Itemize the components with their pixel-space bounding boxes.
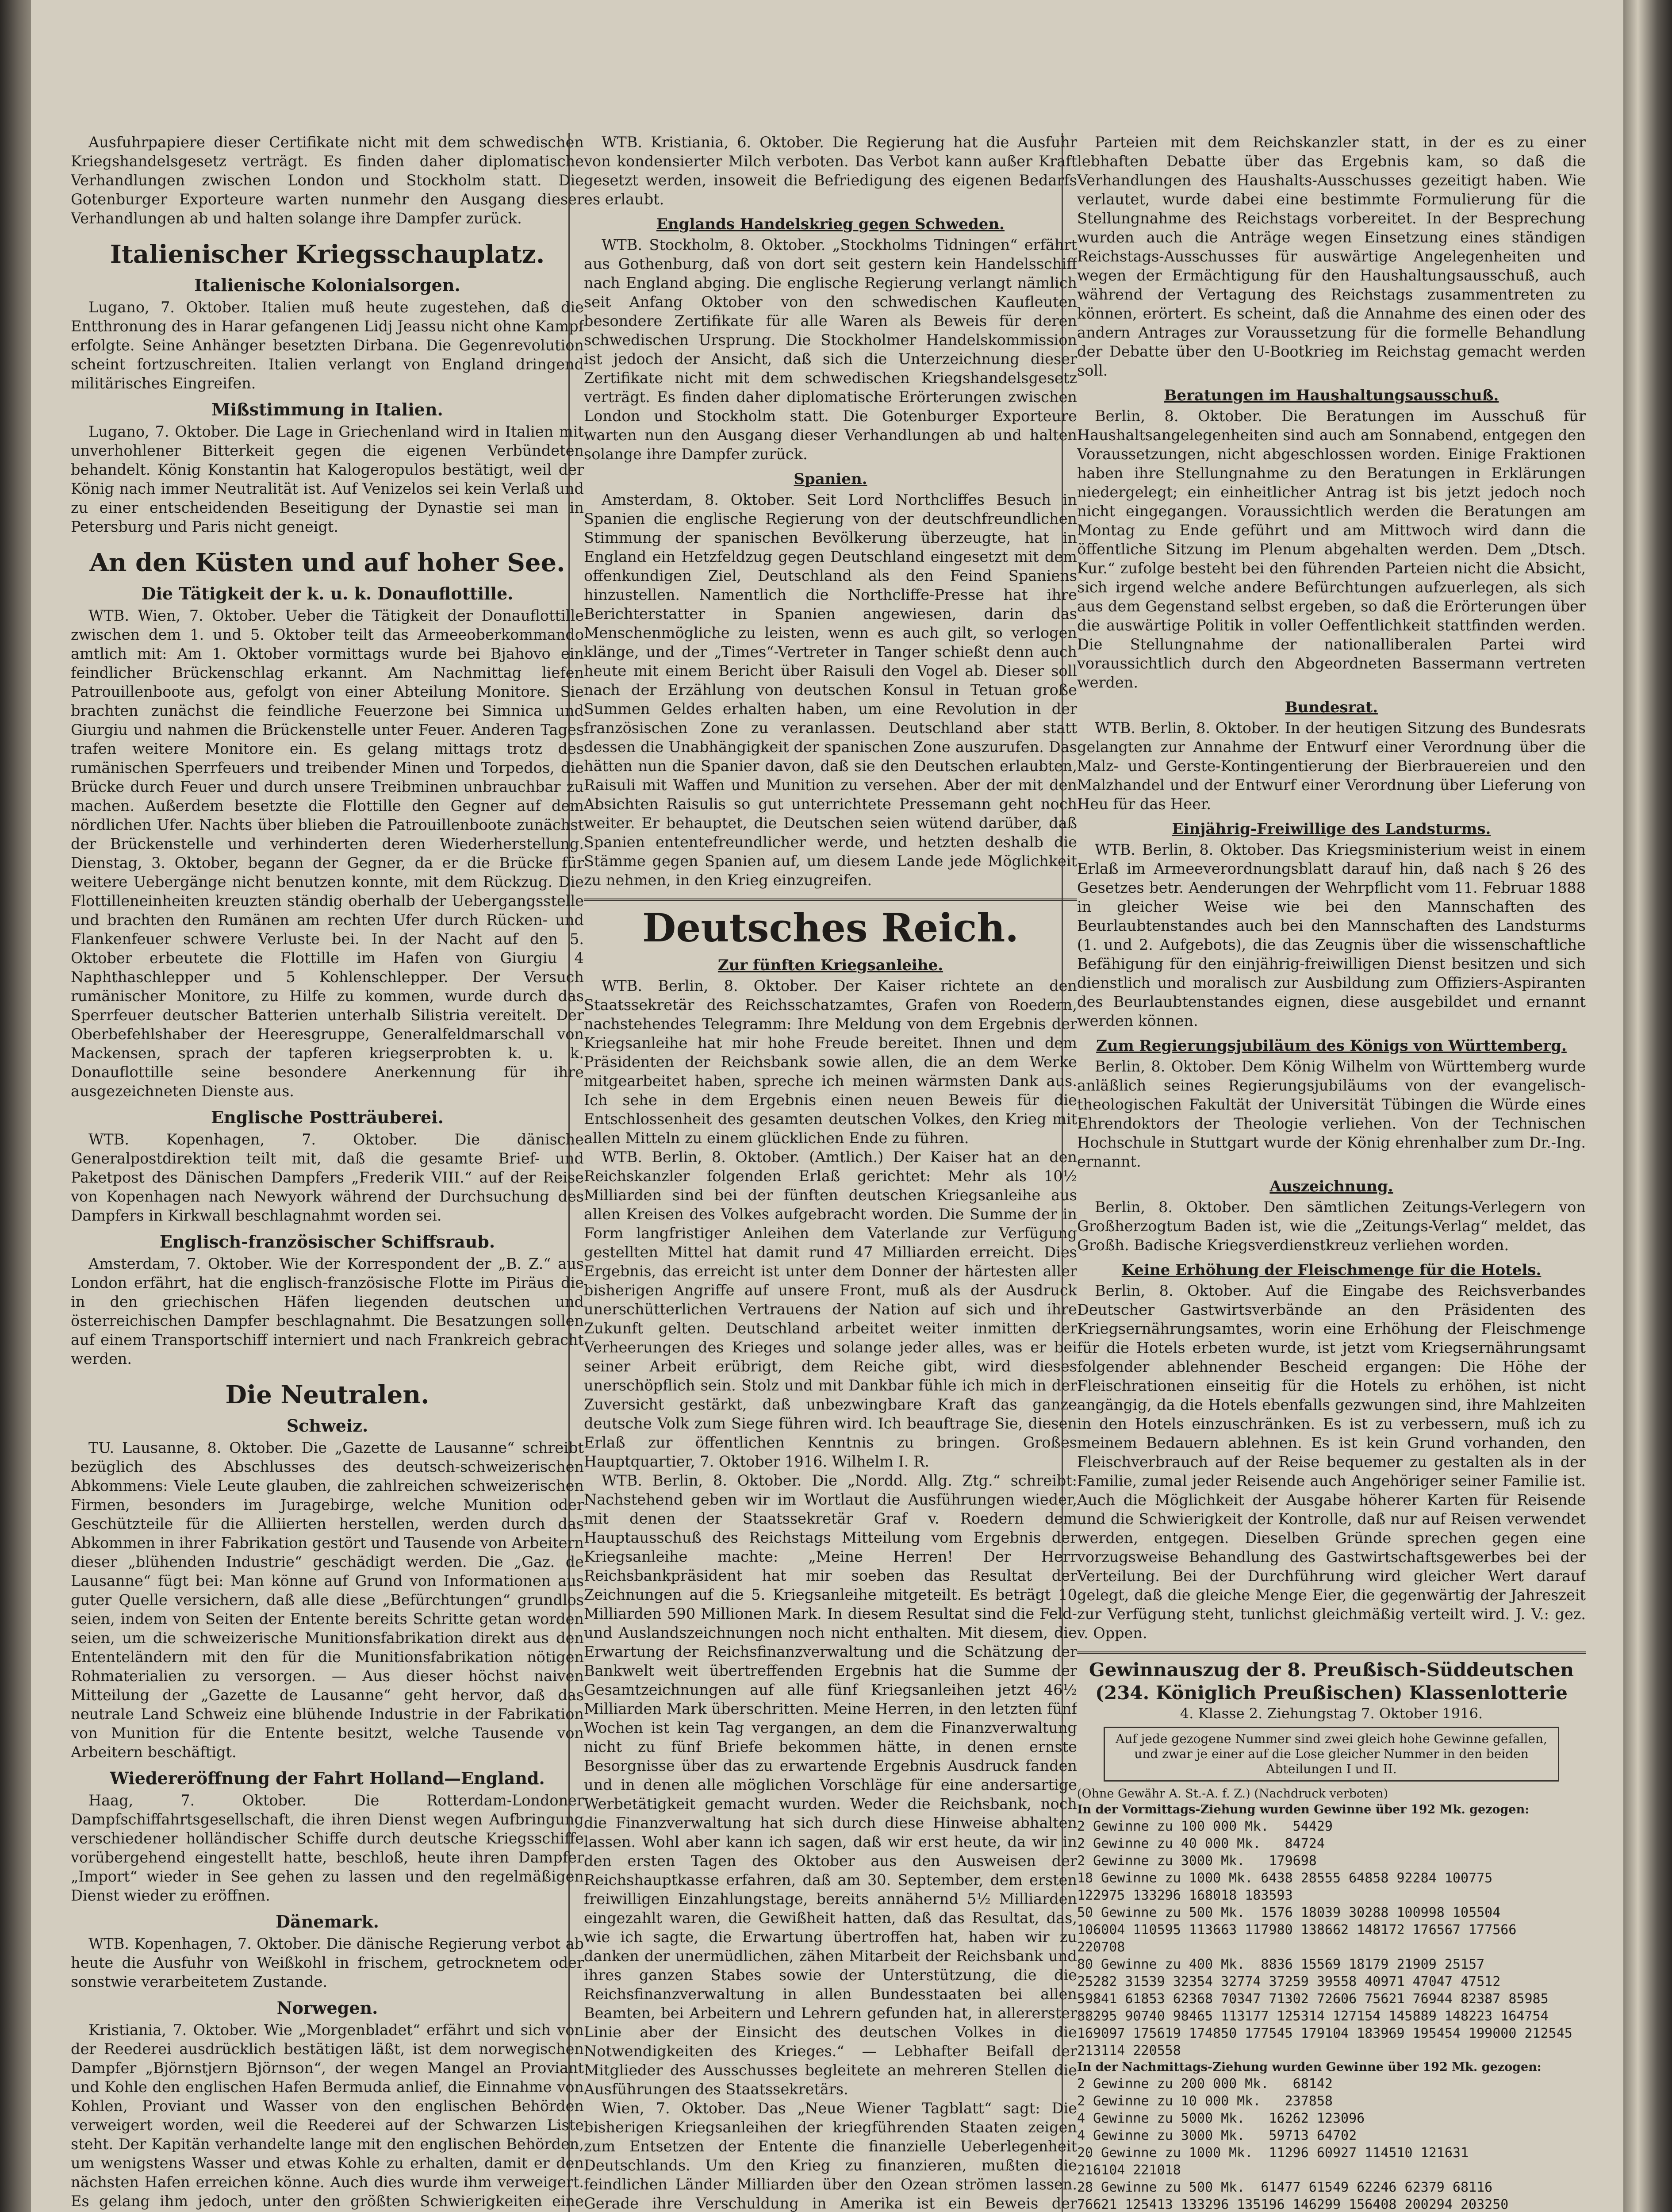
paragraph: WTB. Berlin, 8. Oktober. (Amtlich.) Der Kaiser hat an den Reichskanzler folgenden Erlaß gerichtet: Mehr als 10½ Milliarden sind bei der fünften deutschen Kriegsanleihe aus allen Kreisen des Volkes aufgebracht worden. Die Summe der in Form langfristiger Anleihen dem Vaterlande zur Verfügung gestellten Mittel hat damit rund 47 Milliarden erreicht. Dies Ergebnis, das erreicht ist unter dem Donner der härtesten aller bisherigen Angriffe auf unsere Front, muß als der Ausdruck unerschütterlichen Vertrauens der Nation auf sich und ihre Zukunft gelten. Deutschland arbeitet weiter inmitten der Verheerungen des Krieges und solange jeder alles, was er bei seiner Arbeit erübrigt, dem Reiche gibt, wird dieses unerschöpflich sein. Stolz und mit Dankbar fühle ich mich in der Zuversicht gestärkt, daß unbezwingbare Kraft das ganze deutsche Volk zum Siege führen wird. Ich beauftrage Sie, diesen Erlaß zur öffentlichen Kenntnis zu bringen. Großes Hauptquartier, 7. Oktober 1916. Wilhelm I. R. [584,1148,1077,1470]
lottery-subtitle: 4. Klasse 2. Ziehungstag 7. Oktober 1916. [1180,1705,1483,1722]
paragraph: WTB. Berlin, 8. Oktober. Der Kaiser richtete an den Staatssekretär des Reichsschatzamtes, Grafen von Roedern, nachstehendes Telegramm: Ihre Meldung von dem Ergebnis der Kriegsanleihe hat mir hohe Freude bereitet. Ihnen und dem Präsidenten der Reichsbank sowie allen, die an dem Werke mitgearbeitet haben, spreche ich meinen wärmsten Dank aus. Ich sehe in dem Ergebnis einen neuen Beweis für die Entschlossenheit des gesamten deutschen Volkes, den Krieg mit allen Mitteln zu einem glücklichen Ende zu führen. [584,977,1077,1147]
subheading: Einjährig-Freiwillige des Landsturms. [1172,820,1491,838]
lottery-row: 216104 221018 [1077,2162,1181,2178]
lottery-row: 20 Gewinne zu 1000 Mk. 11296 60927 114510 121631 [1077,2145,1469,2161]
subheading: Bundesrat. [1285,699,1378,716]
lottery-row: 122975 133296 168018 183593 [1077,1888,1293,1903]
lottery-title-2: (234. Königlich Preußischen) Klassenlotterie [1095,1682,1568,1704]
subheading: Mißstimmung in Italien. [211,399,443,419]
section-heading: Die Neutralen. [225,1380,430,1409]
book-spine-left [0,0,31,2212]
paragraph: Berlin, 8. Oktober. Die Beratungen im Ausschuß für Haushaltsangelegenheiten sind auch am Sonnabend, entgegen den Voraussetzungen, nicht abgeschlossen worden. Einige Fraktionen haben ihre Stellungnahme zu den Beratungen in Erklärungen niedergelegt; ein einheitlicher Antrag ist bis jetzt jedoch noch nicht eingegangen. Voraussichtlich werden die Beratungen am Montag zu Ende geführt und am Mittwoch wird dann die öffentliche Sitzung im Plenum abgehalten werden. Dem „Dtsch. Kur.“ zufolge besteht bei den führenden Parteien nicht die Absicht, sich irgend welche andere Befürchtungen aufzuerlegen, als sich aus dem Gegenstand selbst ergeben, so daß die Erörterungen über die auswärtige Politik in voller Oeffentlichkeit stattfinden werden. Die Stellungnahme der nationalliberalen Partei wird voraussichtlich durch den Abgeordneten Bassermann vertreten werden. [1077,407,1586,691]
column-1 [71,133,584,2212]
lottery-row: 2 Gewinne zu 3000 Mk. 179698 [1077,1853,1317,1869]
lottery-row: 2 Gewinne zu 40 000 Mk. 84724 [1077,1836,1325,1851]
paragraph: TU. Lausanne, 8. Oktober. Die „Gazette de Lausanne“ schreibt bezüglich des Abschlusses des deutsch-schweizerischen Abkommens: Viele Leute glauben, die zahlreichen schweizerischen Firmen, besonders im Juragebirge, welche Munition oder Geschützteile für die Alliierten herstellen, werden durch das Abkommen in ihrer Fabrikation gestört und Tausende von Arbeitern dieser „blühenden Industrie“ geschädigt werden. Die „Gaz. de Lausanne“ fügt bei: Man könne auf Grund von Informationen aus guter Quelle versichern, daß alle diese „Befürchtungen“ grundlos seien, indem von Seiten der Entente bereits Schritte getan worden seien, um die schweizerische Munitionsfabrikation direkt aus den Ententeländern mit den für die Munitionsfabrikation nötigen Rohmaterialien zu versorgen. — Aus dieser höchst naiven Mitteilung der „Gazette de Lausanne“ geht hervor, daß das neutrale Land Schweiz eine blühende Industrie in der Fabrikation von Munition für die Entente besitzt, welche Tausende von Arbeitern beschäftigt. [71,1439,584,1761]
subheading: Spanien. [794,470,867,488]
subheading: Auszeichnung. [1269,1178,1393,1195]
subheading: Englands Handelskrieg gegen Schweden. [656,215,1005,233]
paragraph: WTB. Berlin, 8. Oktober. Das Kriegsministerium weist in einem Erlaß im Armeeverordnungsblatt darauf hin, daß nach § 26 des Gesetzes betr. Aenderungen der Wehrpflicht vom 11. Februar 1888 in gleicher Weise wie bei den Mannschaften des Beurlaubtenstandes auch bei den Mannschaften des Landsturms (1. und 2. Aufgebots), die das Zeugnis über die wissenschaftliche Befähigung für den einjährig-freiwilligen Dienst besitzen und sich dienstlich und moralisch zur Ausbildung zum Offiziers-Aspiranten des Beurlaubtenstandes eignen, diese ausgebildet und ernannt werden können. [1077,841,1586,1029]
paragraph: Amsterdam, 8. Oktober. Seit Lord Northcliffes Besuch in Spanien die englische Regierung von der deutschfreundlichen Stimmung der spanischen Bevölkerung überzeugte, hat in England ein Hetzfeldzug gegen Deutschland eingesetzt mit dem offenkundigen Ziel, Deutschland als den Feind Spaniens hinzustellen. Namentlich die Northcliffe-Presse hat ihre Berichterstatter in Spanien angewiesen, darin das Menschenmögliche zu leisten, wenn es auch gilt, so verlogen klänge, und der „Times“-Vertreter in Tanger schießt denn auch heute mit einem Bericht über Raisuli den Vogel ab. Dieser soll nach der Erzählung von deutschen Konsul in Tetuan große Summen Geldes erhalten haben, um eine Revolution in der französischen Zone zu veranlassen. Deutschland aber statt dessen die Unabhängigkeit der spanischen Zone auszurufen. Das hätten nun die Spanier davon, daß sie den Deutschen erlaubten, Raisuli mit Waffen und Munition zu versehen. Aber der mit den Absichten Raisulis so gut unterrichtete Pressemann geht noch weiter. Er behauptet, die Deutschen seien wütend darüber, daß Spanien ententefreundlicher werde, und hetzten deshalb die Stämme gegen Spanien auf, um diesem Lande jede Möglichkeit zu nehmen, in den Krieg einzugreifen. [584,491,1077,889]
lottery-morning-heading: In der Vormittags-Ziehung wurden Gewinne über 192 Mk. gezogen: [1077,1803,1530,1816]
lottery-row: 2 Gewinne zu 10 000 Mk. 237858 [1077,2093,1333,2109]
lottery-morning-results [1077,1818,1586,2059]
lottery-row: 220708 [1077,1939,1125,1955]
lottery-row: 80 Gewinne zu 400 Mk. 8836 15569 18179 21909 25157 [1077,1957,1485,1972]
lottery-afternoon-results [1077,2075,1586,2212]
page-edge-right [1623,0,1672,2212]
paragraph: WTB. Kristiania, 6. Oktober. Die Regierung hat die Ausfuhr von kondensierter Milch verboten. Das Verbot kann außer Kraft gesetzt werden, insoweit die Befriedigung des eigenen Bedarfs es erlaubt. [584,134,1077,208]
subheading: Zum Regierungsjubiläum des Königs von Württemberg. [1096,1037,1567,1055]
lottery-row: 4 Gewinne zu 3000 Mk. 59713 64702 [1077,2128,1357,2143]
lottery-row: 76621 125413 133296 135196 146299 156408 200294 203250 [1077,2197,1509,2212]
lottery-row: 88295 90740 98465 113177 125314 127154 145889 148223 164754 [1077,2008,1549,2024]
subheading: Norwegen. [276,1998,378,2018]
subheading: Die Tätigkeit der k. u. k. Donauflottille. [141,584,514,603]
newspaper-page [31,0,1623,2212]
paragraph: WTB. Kopenhagen, 7. Oktober. Die dänische Generalpostdirektion teilt mit, daß die gesamte Brief- und Paketpost des Dänischen Dampfers „Frederik VIII.“ auf der Reise von Kopenhagen nach Newyork während der Durchsuchung des Dampfers in Kirkwall beschlagnahmt worden sei. [71,1131,584,1224]
lottery-note: (Ohne Gewähr A. St.-A. f. Z.) (Nachdruck verboten) [1077,1787,1388,1801]
section-heading: Italienischer Kriegsschauplatz. [110,240,545,269]
paragraph: Parteien mit dem Reichskanzler statt, in der es zu einer lebhaften Debatte über das Ergebnis kam, so daß die Verhandlungen des Haushalts-Ausschusses gezeitigt haben. Wie verlautet, wurde dabei eine bestimmte Formulierung für die Stellungnahme des Reichstags vorbereitet. In der Besprechung wurden auch die Anträge wegen Einsetzung eines ständigen Reichstags-Ausschusses für auswärtige Angelegenheiten und wegen der Ermächtigung für den Haushaltungsausschuß, auch während der Vertagung des Reichstags zusammentreten zu können, erörtert. Es scheint, daß die Annahme des einen oder des andern Antrages zur Voraussetzung für die formelle Behandlung der Debatte über den U-Bootkrieg im Reichstag gemacht werden soll. [1077,134,1586,379]
lottery-title: Gewinnauszug der 8. Preußisch-Süddeutschen [1077,1651,1586,1682]
paragraph: Lugano, 7. Oktober. Die Lage in Griechenland wird in Italien mit unverhohlener Bitterkeit gegen die eigenen Verbündeten behandelt. König Konstantin hat Kalogeropulos bestätigt, weil der König nach immer Neutralität ist. Auf Venizelos sei kein Verlaß und zu einer entscheidenden Beseitigung der Dynastie sei man in Petersburg und Paris nicht geneigt. [71,423,584,535]
lottery-row: 106004 110595 113663 117980 138662 148172 176567 177566 [1077,1922,1517,1938]
paragraph: WTB. Berlin, 8. Oktober. In der heutigen Sitzung des Bundesrats gelangten zur Annahme der Entwurf einer Verordnung über die Malz- und Gerste-Kontingentierung der Bierbrauereien und den Malzhandel und der Entwurf einer Verordnung über Lieferung von Heu für das Heer. [1077,719,1586,813]
lottery-row: 18 Gewinne zu 1000 Mk. 6438 28555 64858 92284 100775 [1077,1870,1493,1886]
lottery-row: 169097 175619 174850 177545 179104 183969 195454 199000 212545 [1077,2026,1572,2041]
subheading: Keine Erhöhung der Fleischmenge für die Hotels. [1121,1261,1542,1279]
lottery-row: 2 Gewinne zu 100 000 Mk. 54429 [1077,1819,1333,1834]
paragraph: WTB. Kopenhagen, 7. Oktober. Die dänische Regierung verbot ab heute die Ausfuhr von Weißkohl in frischem, getrocknetem oder sonstwie verarbeitetem Zustande. [71,1935,584,1990]
lottery-row: 4 Gewinne zu 5000 Mk. 16262 123096 [1077,2111,1365,2126]
subheading: Englisch-französischer Schiffsraub. [159,1232,495,1252]
paragraph: Haag, 7. Oktober. Die Rotterdam-Londoner Dampfschiffahrtsgesellschaft, die ihren Dienst wegen Aufbringung verschiedener holländischer Schiffe durch deutsche Kriegsschiffe vorübergehend eingestellt hatte, beschloß, heute ihren Dampfer „Import“ wieder in See gehen zu lassen und den regelmäßigen Dienst wieder zu eröffnen. [71,1792,584,1904]
lottery-row: 25282 31539 32354 32774 37259 39558 40971 47047 47512 [1077,1974,1501,1989]
lottery-row: 50 Gewinne zu 500 Mk. 1576 18039 30288 100998 105504 [1077,1905,1501,1920]
paragraph: Kristiania, 7. Oktober. Wie „Morgenbladet“ erfährt und sich von der Reederei ausdrücklich bestätigen läßt, ist dem norwegischen Dampfer „Björnstjern Björnson“, der wegen Mangel an Proviant und Kohle den englischen Hafen Bermuda anlief, die Einnahme von Kohlen, Proviant und Wasser von den englischen Behörden verweigert worden, weil die Reederei auf der Schwarzen Liste steht. Der Kapitän verhandelte lange mit den englischen Behörden, um wenigstens Wasser und etwas Kohle zu erhalten, damit er den nächsten Hafen erreichen könne. Auch dies wurde ihm verweigert. Es gelang ihm jedoch, unter den größten Schwierigkeiten eine [71,2021,584,2210]
subheading: Wiedereröffnung der Fahrt Holland—England. [110,1768,545,1788]
paragraph: WTB. Berlin, 8. Oktober. Die „Nordd. Allg. Ztg.“ schreibt: Nachstehend geben wir im Wortlaut die Ausführungen wieder, mit denen der Staatssekretär Graf v. Roedern dem Hauptausschuß des Reichstags Mitteilung vom Ergebnis der Kriegsanleihe machte: „Meine Herren! Der Herr Reichsbankpräsident hat mir soeben das Resultat der Zeichnungen auf die 5. Kriegsanleihe mitgeteilt. Es beträgt 10 Milliarden 590 Millionen Mark. In diesem Resultat sind die Feld- und Auslandszeichnungen noch nicht enthalten. Mit diesem, die Erwartung der Reichsfinanzverwaltung und die Schätzung der Bankwelt weit übertreffenden Ergebnis hat die Summe der Gesamtzeichnungen auf alle fünf Kriegsanleihen jetzt 46½ Milliarden Mark überschritten. Meine Herren, in den letzten fünf Wochen ist kein Tag vergangen, an dem die Finanzverwaltung nicht zu fünf Briefe bekommen hätte, in denen ernste Besorgnisse über das zu erwartende Ergebnis Ausdruck fanden und in denen alle möglichen Vorschläge für eine andersartige Werbetätigkeit gemacht wurden. Weder die Reichsbank, noch die Finanzverwaltung hat sich durch diese Hinweise abhalten lassen. Wohl aber kann ich sagen, daß wir erst heute, da wir in den ersten Tagen des Oktober aus den Ausweisen der Reichshauptkasse erfahren, daß am 30. September, dem ersten freiwilligen Einzahlungstage, bereits annähernd 5½ Milliarden eingezahlt waren, die Gewißheit hatten, daß das Resultat, das, wie ich sagte, die Erwartung übertroffen hat, haben wir zu danken der unermüdlichen, zähen Mitarbeit der Reichsbank und ihres ganzen Stabes sowie der Unterstützung, die die Reichsfinanzverwaltung in allen Bundesstaaten bei allen Beamten, bei Arbeitern und Lehrern gefunden hat, in allererster Linie aber der Einsicht des deutschen Volkes in die Notwendigkeiten des Krieges.“ — Lebhafter Beifall der Mitglieder des Ausschusses begleitete an mehreren Stellen die Ausführungen des Staatssekretärs. [584,1472,1077,2098]
column-3 [1077,133,1586,2212]
section-heading: An den Küsten und auf hoher See. [89,548,565,577]
paragraph: WTB. Stockholm, 8. Oktober. „Stockholms Tidningen“ erfährt aus Gothenburg, daß von dort seit gestern kein Handelsschiff nach England abging. Die englische Regierung verlangt nämlich seit Anfang Oktober von den schwedischen Kaufleuten besondere Zertifikate für alle Waren als Beweis für deren schwedischen Ursprung. Die Stockholmer Handelskommission ist jedoch der Ansicht, daß sich die Unterzeichnung dieser Zertifikate nicht mit dem schwedischen Kriegshandelsgesetz verträgt. Es finden daher diplomatische Erörterungen zwischen London und Stockholm statt. Die Gotenburger Exporteure warten nun den Ausgang dieser Verhandlungen ab und halten solange ihre Dampfer zurück. [584,236,1077,463]
column-2 [584,133,1077,2212]
lottery-row: 2 Gewinne zu 200 000 Mk. 68142 [1077,2076,1333,2092]
paragraph: Lugano, 7. Oktober. Italien muß heute zugestehen, daß die Entthronung des in Harar gefangenen Lidj Jeassu nicht ohne Kampf erfolgte. Seine Anhänger besetzten Dirbana. Die Gegenrevolution scheint fortzuschreiten. Italien verlangt von England dringend militärisches Eingreifen. [71,299,584,392]
lottery-row: 28 Gewinne zu 500 Mk. 61477 61549 62246 62379 68116 [1077,2180,1493,2195]
paragraph: Wien, 7. Oktober. Das „Neue Wiener Tagblatt“ sagt: Die bisherigen Kriegsanleihen der kriegführenden Staaten zeigen zum Entsetzen der Entente die finanzielle Ueberlegenheit Deutschlands. Um den Krieg zu finanzieren, mußten die feindlichen Länder Milliarden über den Ozean strömen lassen. Gerade ihre Verschuldung in Amerika ist ein Beweis der [584,2100,1077,2212]
lottery-row: 59841 61853 62368 70347 71302 72606 75621 76944 82387 85985 [1077,1991,1549,2007]
paragraph: Ausfuhrpapiere dieser Certifikate nicht mit dem schwedischen Kriegshandelsgesetz verträgt. Es finden daher diplomatische Verhandlungen zwischen London und Stockholm statt. Die Gotenburger Exporteure warten nunmehr den Ausgang dieser Verhandlungen ab und halten solange ihre Dampfer zurück. [71,134,584,227]
paragraph: Berlin, 8. Oktober. Dem König Wilhelm von Württemberg wurde anläßlich seines Regierungsjubiläums von der evangelisch-theologischen Fakultät der Universität Tübingen die Würde eines Ehrendoktors der Theologie verliehen. Von der Technischen Hochschule in Stuttgart wurde der König ehrenhalber zum Dr.-Ing. ernannt. [1077,1058,1586,1170]
subheading: Englische Postträuberei. [211,1107,444,1127]
subheading: Italienische Kolonialsorgen. [194,275,460,295]
paragraph: Berlin, 8. Oktober. Den sämtlichen Zeitungs-Verlegern von Großherzogtum Baden ist, wie die „Zeitungs-Verlag“ meldet, das Großh. Badische Kriegsverdienstkreuz verliehen worden. [1077,1198,1586,1254]
subheading: Dänemark. [276,1912,379,1932]
paragraph: Berlin, 8. Oktober. Auf die Eingabe des Reichsverbandes Deutscher Gastwirtsverbände an den Präsidenten des Kriegsernährungsamtes, worin eine Erhöhung der Fleischmenge für die Hotels erbeten wurde, ist jetzt vom Kriegsernährungsamt folgender ablehnender Bescheid ergangen: Die Höhe der Fleischrationen einseitig für die Hotels zu erhöhen, ist nicht angängig, da die Hotels ebenfalls gezwungen sind, ihre Mahlzeiten in den Hotels einzuschränken. Es ist zu verbessern, muß ich zu meinem Bedauern ablehnen. Es ist kein Grund vorhanden, den Fleischverbrauch auf der Reise bequemer zu gestalten als in der Familie, zumal jeder Reisende auch Angehöriger seiner Familie ist. Auch die Möglichkeit der Ausgabe höherer Karten für Reisende und die Schwierigkeit der Kontrolle, daß nur auf Reisen verwendet werden, entgegen. Dieselben Gründe sprechen gegen eine vorzugsweise Behandlung des Gastwirtschaftsgewerbes bei der Verteilung. Bei der Durchführung wird gleicher Wert darauf gelegt, daß die gleiche Menge Eier, die gegenwärtig der Jahreszeit zur Verfügung steht, tunlichst gleichmäßig verteilt wird. J. V.: gez. v. Oppen. [1077,1282,1586,1642]
lottery-row: 213114 220558 [1077,2043,1181,2058]
lottery-notice: Auf jede gezogene Nummer sind zwei gleich hohe Gewinne gefallen, und zwar je einer auf die Lose gleicher Nummer in den beiden Abteilungen I und II. [1104,1727,1559,1782]
paragraph: Amsterdam, 7. Oktober. Wie der Korrespondent der „B. Z.“ aus London erfährt, hat die englisch-französische Flotte im Piräus die in den griechischen Häfen liegenden deutschen und österreichischen Dampfer beschlagnahmt. Die Besatzungen sollen auf einem Transportschiff interniert und nach Frankreich gebracht werden. [71,1255,584,1367]
subheading: Beratungen im Haushaltungsausschuß. [1164,387,1499,404]
subheading: Zur fünften Kriegsanleihe. [717,956,943,974]
paragraph: WTB. Wien, 7. Oktober. Ueber die Tätigkeit der Donauflottille zwischen dem 1. und 5. Oktober teilt das Armeeoberkommando amtlich mit: Am 1. Oktober vormittags wurde bei Bjahovo ein feindlicher Brückenschlag erkannt. Am Nachmittag liefen Patrouillenboote aus, gefolgt von einer Abteilung Monitore. Sie brachten zunächst die feindliche Feuerzone bei Simnica und Giurgiu und nahmen die Brückenstelle unter Feuer. Anderen Tages trafen weitere Monitore ein. Es gelang mittags trotz des rumänischen Sperrfeuers und treibender Minen und Torpedos, die Brücke durch Feuer und durch unsere Treibminen unbrauchbar zu machen. Außerdem besetzte die Flottille den Gegner auf dem nördlichen Ufer. Nachts über blieben die Patrouillenboote zunächst der Brückenstelle und verhinderten deren Wiederherstellung. Dienstag, 3. Oktober, begann der Gegner, da er die Brücke für weitere Uebergänge nicht benutzen konnte, mit dem Rückzug. Die Flottilleneinheiten kreuzten ständig oberhalb der Uebergangsstelle und brachten den Rumänen am rechten Ufer durch Rücken- und Flankenfeuer schwere Verluste bei. In der Nacht auf den 5. Oktober erbeutete die Flottille im Hafen von Giurgiu 4 Naphthaschlepper und 5 Kohlenschlepper. Der Versuch rumänischer Monitore, zu Hilfe zu kommen, wurde durch das Sperrfeuer deutscher Batterien unterhalb Silistria vereitelt. Der Oberbefehlshaber der Heeresgruppe, Generalfeldmarschall von Mackensen, sprach der tapferen kriegserprobten k. u. k. Donauflottille seine besondere Anerkennung für ihre ausgezeichneten Dienste aus. [71,607,584,1100]
subheading: Schweiz. [286,1416,368,1436]
section-title-reich: Deutsches Reich. [584,899,1077,950]
lottery-afternoon-heading: In der Nachmittags-Ziehung wurden Gewinne über 192 Mk. gezogen: [1077,2060,1542,2074]
